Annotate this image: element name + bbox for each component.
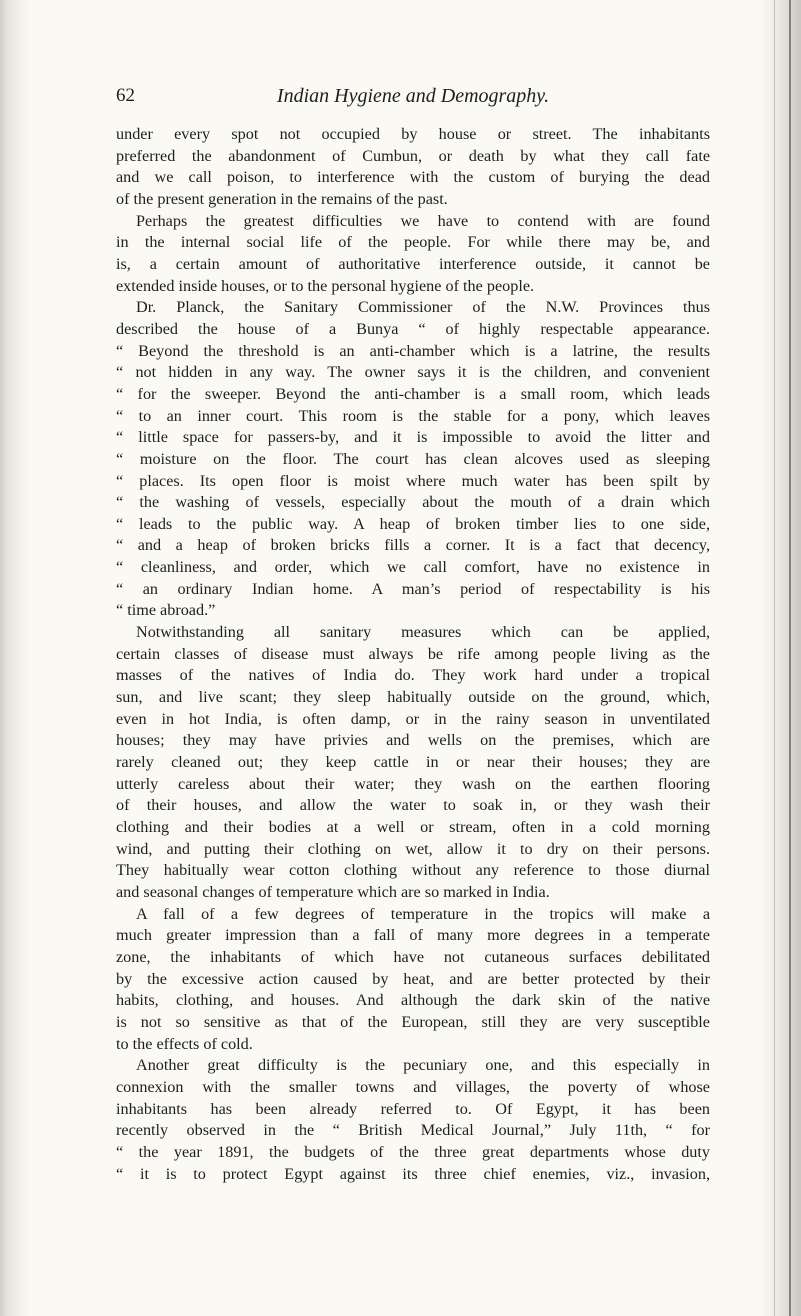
text-line: certain classes of disease must always be rife among people living as the: [116, 644, 710, 663]
text-line: even in hot India, is often damp, or in the rainy season in unventilated: [116, 709, 710, 728]
text-line: “ for the sweeper. Beyond the anti-chamber is a small room, which leads: [116, 384, 710, 403]
text-line: “ cleanliness, and order, which we call comfort, have no existence in: [116, 558, 710, 577]
page-header: [116, 85, 710, 111]
text-line: much greater impression than a fall of many more degrees in a temperate: [116, 926, 710, 945]
text-line: inhabitants has been already referred to. Of Egypt, it has been: [116, 1099, 710, 1118]
text-line: “ to an inner court. This room is the stable for a pony, which leaves: [116, 406, 710, 425]
text-line: houses; they may have privies and wells on the premises, which are: [116, 731, 710, 750]
text-line: utterly careless about their water; they wash on the earthen flooring: [116, 774, 710, 793]
text-line: “ it is to protect Egypt against its three chief enemies, viz., invasion,: [116, 1164, 710, 1183]
body-text: [116, 124, 710, 1185]
text-line: of the present generation in the remains of the past.: [116, 189, 448, 208]
text-line: “ the year 1891, the budgets of the three great departments whose duty: [116, 1142, 710, 1161]
text-line: sun, and live scant; they sleep habitually outside on the ground, which,: [116, 688, 710, 707]
text-line: by the excessive action caused by heat, and are better protected by their: [116, 969, 710, 988]
text-line: is, a certain amount of authoritative interference outside, it cannot be: [116, 254, 710, 273]
page-right-edge: [759, 0, 801, 1316]
text-line: “ the washing of vessels, especially about the mouth of a drain which: [116, 493, 710, 512]
text-line: Another great difficulty is the pecuniary one, and this especially in: [136, 1056, 710, 1075]
text-line: is not so sensitive as that of the European, still they are very susceptible: [116, 1012, 710, 1031]
text-line: “ an ordinary Indian home. A man’s period of respectability is his: [116, 579, 710, 598]
text-line: Perhaps the greatest difficulties we have to contend with are found: [136, 211, 710, 230]
text-line: clothing and their bodies at a well or stream, often in a cold morning: [116, 818, 710, 836]
text-line: of their houses, and allow the water to soak in, or they wash their: [116, 796, 710, 815]
text-line: to the effects of cold.: [116, 1034, 253, 1053]
text-line: Notwithstanding all sanitary measures which can be applied,: [136, 623, 710, 642]
page-number: 62: [116, 85, 135, 106]
page-left-edge: [0, 0, 30, 1316]
text-line: rarely cleaned out; they keep cattle in or near their houses; they are: [116, 753, 710, 772]
text-line: “ little space for passers-by, and it is impossible to avoid the litter and: [116, 428, 710, 447]
text-line: A fall of a few degrees of temperature in the tropics will make a: [136, 904, 710, 923]
text-line: zone, the inhabitants of which have not cutaneous surfaces debilitated: [116, 947, 710, 966]
text-line: “ moisture on the floor. The court has clean alcoves used as sleeping: [116, 449, 710, 468]
text-line: “ time abroad.”: [116, 601, 216, 620]
text-line: extended inside houses, or to the personal hygiene of the people.: [116, 276, 535, 295]
text-line: masses of the natives of India do. They work hard under a tropical: [116, 666, 710, 685]
text-line: Dr. Planck, the Sanitary Commissioner of the N.W. Provinces thus: [136, 298, 710, 317]
text-line: “ places. Its open floor is moist where much water has been spilt by: [116, 471, 710, 490]
text-line: under every spot not occupied by house or street. The inhabitants: [116, 125, 710, 143]
text-line: “ and a heap of broken bricks fills a corner. It is a fact that decency,: [116, 536, 710, 555]
text-line: “ leads to the public way. A heap of broken timber lies to one side,: [116, 514, 710, 533]
text-line: and seasonal changes of temperature which are so marked in India.: [116, 882, 550, 901]
text-line: “ not hidden in any way. The owner says it is the children, and convenient: [116, 363, 710, 382]
text-line: wind, and putting their clothing on wet, allow it to dry on their persons.: [116, 839, 710, 858]
text-line: connexion with the smaller towns and villages, the poverty of whose: [116, 1077, 710, 1096]
text-line: “ Beyond the threshold is an anti-chamber which is a latrine, the results: [116, 341, 710, 360]
text-line: recently observed in the “ British Medical Journal,” July 11th, “ for: [116, 1121, 710, 1140]
running-title: Indian Hygiene and Demography.: [276, 85, 550, 107]
text-line: in the internal social life of the people. For while there may be, and: [116, 233, 710, 252]
binding-shadow-line: [789, 0, 791, 1316]
text-line: habits, clothing, and houses. And although the dark skin of the native: [116, 991, 710, 1010]
text-line: preferred the abandonment of Cumbun, or death by what they call fate: [116, 146, 710, 165]
binding-shadow-line-inner: [774, 0, 775, 1316]
text-line: and we call poison, to interference with the custom of burying the dead: [116, 168, 710, 187]
text-line: described the house of a Bunya “ of highly respectable appearance.: [116, 319, 710, 338]
text-line: They habitually wear cotton clothing without any reference to those diurnal: [116, 861, 710, 880]
